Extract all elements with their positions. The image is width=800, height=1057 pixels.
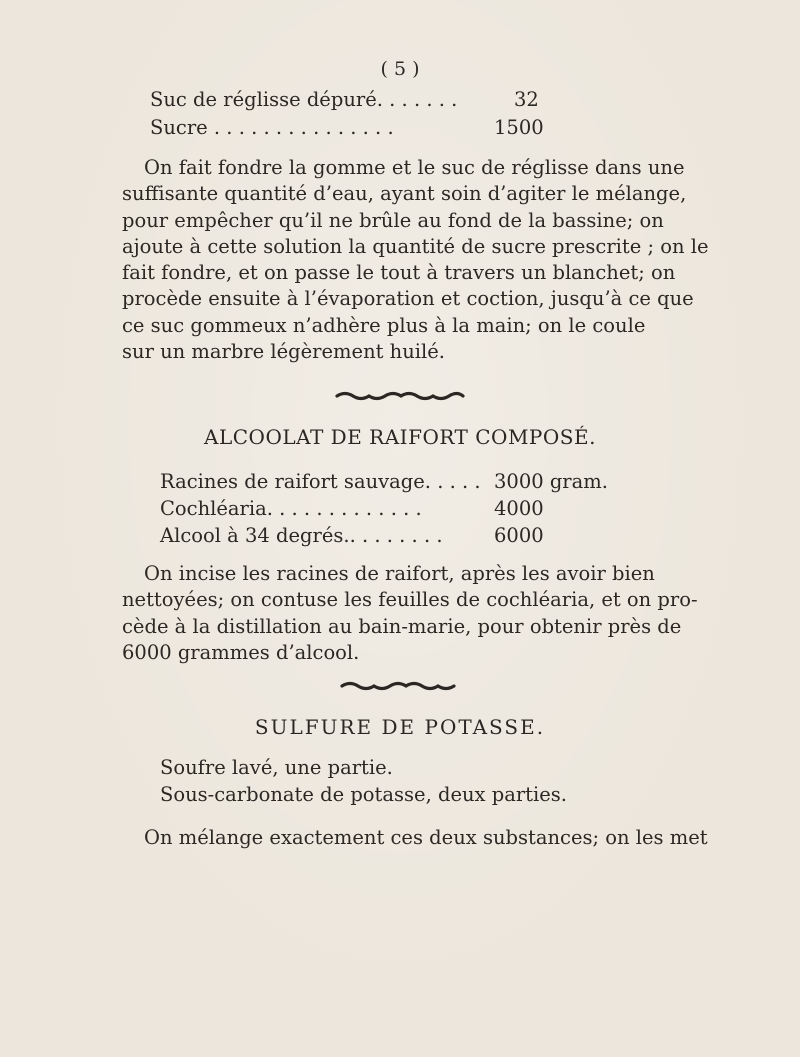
text-line: fait fondre, et on passe le tout à travers un blanchet; on: [122, 261, 676, 285]
text-line: suffisante quantité d’eau, ayant soin d’agiter le mélange,: [122, 182, 687, 206]
text-line: On mélange exactement ces deux substances; on les met: [144, 826, 708, 849]
ingredient-line: Soufre lavé, une partie.: [160, 756, 393, 779]
instructions-paragraph: [122, 561, 698, 666]
text-line: 6000 grammes d’alcool.: [122, 640, 360, 664]
page-number: ( 5 ): [380, 58, 420, 80]
section-title: ALCOOLAT DE RAIFORT COMPOSÉ.: [204, 425, 596, 449]
text-line: cède à la distillation au bain-marie, pour obtenir près de: [122, 614, 682, 638]
ingredient-quantity: 6000: [494, 524, 544, 547]
ingredient-quantity: 3000 gram.: [494, 470, 608, 493]
ingredient-name: Suc de réglisse dépuré. . . . . . .: [150, 88, 458, 111]
text-line: ce suc gommeux n’adhère plus à la main; on le coule: [122, 313, 646, 337]
decorative-divider-icon: [0, 678, 800, 697]
instructions-paragraph: [122, 825, 708, 851]
ingredient-name: Racines de raifort sauvage. . . . .: [160, 470, 481, 493]
instructions-paragraph: [122, 155, 709, 365]
ingredient-name: Sucre . . . . . . . . . . . . . . .: [150, 116, 394, 139]
text-line: pour empêcher qu’il ne brûle au fond de la bassine; on: [122, 208, 664, 232]
text-line: On incise les racines de raifort, après les avoir bien: [144, 562, 655, 585]
section-title: SULFURE DE POTASSE.: [254, 715, 546, 739]
decorative-divider-icon: [0, 388, 800, 407]
ingredient-quantity: 1500: [494, 116, 544, 139]
text-line: nettoyées; on contuse les feuilles de cochléaria, et on pro-: [122, 588, 698, 612]
text-line: On fait fondre la gomme et le suc de réglisse dans une: [144, 156, 685, 179]
ingredient-quantity: 32: [514, 88, 539, 111]
ingredient-quantity: 4000: [494, 497, 544, 520]
ingredient-name: Alcool à 34 degrés.. . . . . . . .: [160, 524, 443, 547]
text-line: procède ensuite à l’évaporation et coction, jusqu’à ce que: [122, 287, 694, 311]
ingredient-name: Cochléaria. . . . . . . . . . . . .: [160, 497, 422, 520]
ingredient-line: Sous-carbonate de potasse, deux parties.: [160, 783, 567, 806]
text-line: ajoute à cette solution la quantité de sucre prescrite ; on le: [122, 234, 709, 258]
text-line: sur un marbre légèrement huilé.: [122, 340, 445, 364]
